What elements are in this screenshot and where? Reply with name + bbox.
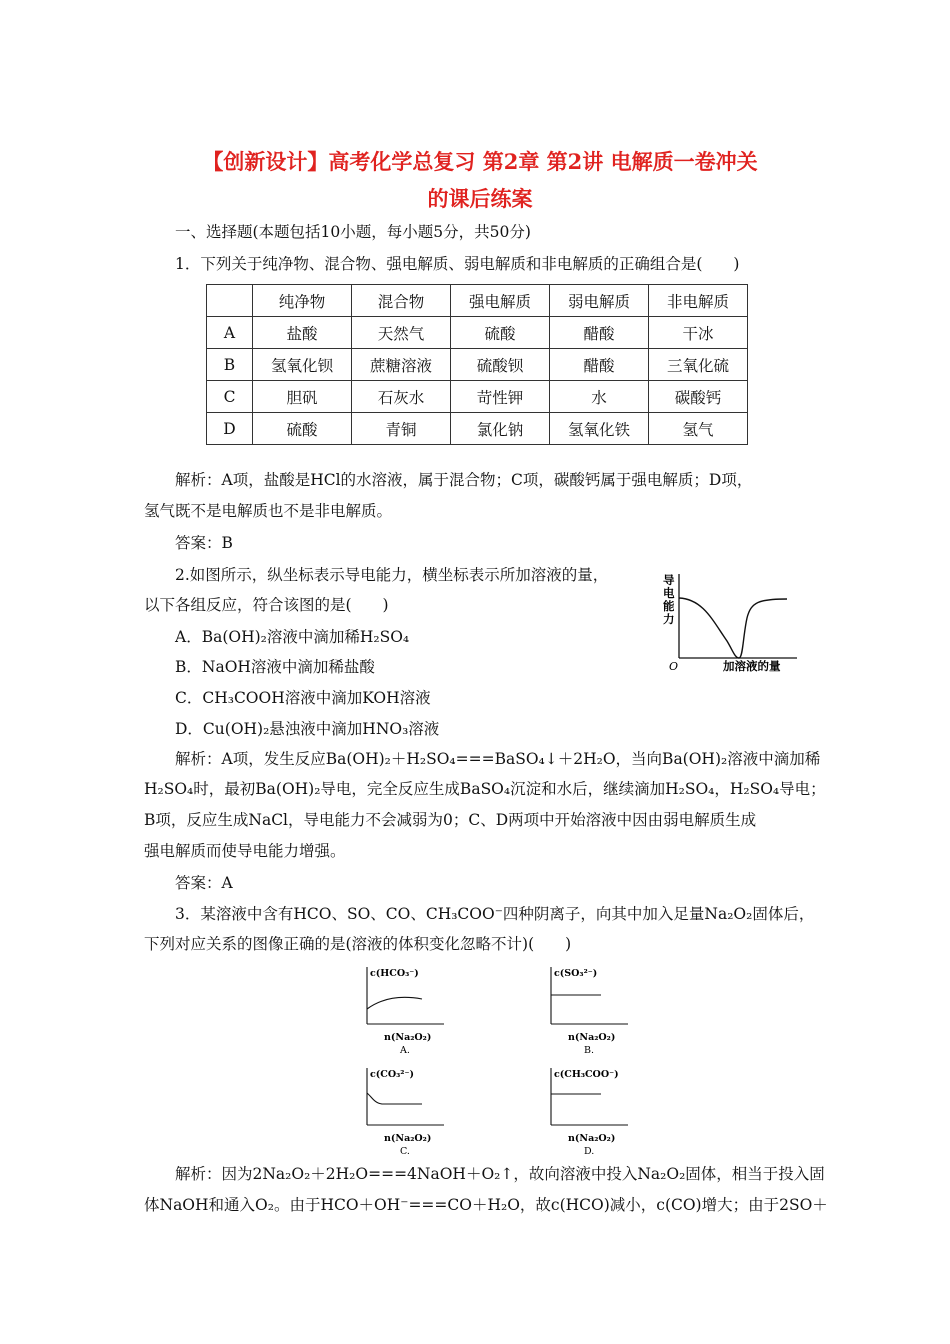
graph-a-caption: A. xyxy=(400,1045,410,1056)
section-heading: 一、选择题(本题包括10小题，每小题5分，共50分) xyxy=(175,223,531,241)
table-cell: 氢气 xyxy=(649,413,748,445)
graph-a-xlabel: n(Na₂O₂) xyxy=(384,1032,432,1043)
curve-a xyxy=(367,997,422,1009)
table-cell: 混合物 xyxy=(352,285,451,317)
table-cell: 弱电解质 xyxy=(550,285,649,317)
q1-table xyxy=(206,284,748,445)
table-cell: 石灰水 xyxy=(352,381,451,413)
table-cell: 三氧化硫 xyxy=(649,349,748,381)
table-cell: 苛性钾 xyxy=(451,381,550,413)
graph-b-xlabel: n(Na₂O₂) xyxy=(568,1032,616,1043)
q2-stem-line2: 以下各组反应，符合该图的是( ) xyxy=(144,596,389,614)
table-cell: 醋酸 xyxy=(550,349,649,381)
document-title-line2: 的课后练案 xyxy=(427,186,533,211)
q1-stem: 1．下列关于纯净物、混合物、强电解质、弱电解质和非电解质的正确组合是( ) xyxy=(175,255,740,273)
y-axis-label-1: 导 xyxy=(663,573,675,587)
table-row xyxy=(207,317,748,349)
q1-answer: 答案：B xyxy=(175,534,233,552)
q3-stem-line2: 下列对应关系的图像正确的是(溶液的体积变化忽略不计)( ) xyxy=(144,935,572,953)
graph-a-ylabel: c(HCO₃⁻) xyxy=(370,968,419,979)
table-row xyxy=(207,349,748,381)
table-cell: 氢氧化钡 xyxy=(253,349,352,381)
q3-graph-a xyxy=(352,962,462,1057)
graph-c-ylabel: c(CO₃²⁻) xyxy=(370,1069,414,1080)
q2-option-b: B．NaOH溶液中滴加稀盐酸 xyxy=(175,658,375,676)
q3-graph-c xyxy=(352,1063,462,1158)
table-cell: C xyxy=(207,381,253,413)
graph-b-caption: B. xyxy=(584,1045,595,1056)
q3-stem-line1: 3．某溶液中含有HCO、SO、CO、CH₃COO⁻四种阴离子，向其中加入足量Na₂O₂固体后， xyxy=(175,905,815,923)
graph-b-ylabel: c(SO₃²⁻) xyxy=(554,968,598,979)
table-cell: 青铜 xyxy=(352,413,451,445)
table-cell: 胆矾 xyxy=(253,381,352,413)
q2-option-c: C．CH₃COOH溶液中滴加KOH溶液 xyxy=(175,689,431,707)
q1-analysis-line1: 解析：A项，盐酸是HCl的水溶液，属于混合物；C项，碳酸钙属于强电解质；D项， xyxy=(175,471,753,489)
table-cell: 水 xyxy=(550,381,649,413)
table-cell: 氯化钠 xyxy=(451,413,550,445)
table-cell: 硫酸 xyxy=(451,317,550,349)
graph-c-xlabel: n(Na₂O₂) xyxy=(384,1133,432,1144)
table-cell: B xyxy=(207,349,253,381)
curve-c xyxy=(367,1093,422,1104)
x-axis-label: 加溶液的量 xyxy=(723,659,781,673)
q2-option-d: D．Cu(OH)₂悬浊液中滴加HNO₃溶液 xyxy=(175,720,440,738)
y-axis-label-4: 力 xyxy=(663,612,675,626)
q2-analysis-line1: 解析：A项，发生反应Ba(OH)₂＋H₂SO₄===BaSO₄↓＋2H₂O，当向Ba(OH)₂溶液中滴加稀 xyxy=(175,750,821,768)
table-cell: 纯净物 xyxy=(253,285,352,317)
table-cell: 强电解质 xyxy=(451,285,550,317)
table-row xyxy=(207,413,748,445)
table-cell: 醋酸 xyxy=(550,317,649,349)
conductivity-curve xyxy=(679,598,787,658)
table-cell: 硫酸 xyxy=(253,413,352,445)
table-cell: 盐酸 xyxy=(253,317,352,349)
graph-d-caption: D. xyxy=(584,1146,595,1157)
document-title-line1: 【创新设计】高考化学总复习 第2章 第2讲 电解质一卷冲关 xyxy=(202,149,758,174)
q2-answer: 答案：A xyxy=(175,874,233,892)
table-row xyxy=(207,381,748,413)
table-cell: 碳酸钙 xyxy=(649,381,748,413)
table-cell xyxy=(207,285,253,317)
table-cell: 氢氧化铁 xyxy=(550,413,649,445)
table-cell: 干冰 xyxy=(649,317,748,349)
q2-analysis-line2: H₂SO₄时，最初Ba(OH)₂导电，完全反应生成BaSO₄沉淀和水后，继续滴加H₂SO₄，H₂SO₄导电； xyxy=(144,780,826,798)
q2-analysis-line3: B项，反应生成NaCl，导电能力不会减弱为0；C、D两项中开始溶液中因由弱电解质生成 xyxy=(144,811,757,829)
q3-analysis-line2: 体NaOH和通入O₂。由于HCO＋OH⁻===CO＋H₂O，故c(HCO)减小，c(CO)增大；由于2SO＋ xyxy=(144,1196,828,1214)
q2-option-a: A．Ba(OH)₂溶液中滴加稀H₂SO₄ xyxy=(175,628,410,646)
q3-graph-b xyxy=(536,962,646,1057)
table-cell: 天然气 xyxy=(352,317,451,349)
table-cell: 蔗糖溶液 xyxy=(352,349,451,381)
graph-d-xlabel: n(Na₂O₂) xyxy=(568,1133,616,1144)
table-cell: 硫酸钡 xyxy=(451,349,550,381)
table-cell: 非电解质 xyxy=(649,285,748,317)
q2-stem-line1: 2.如图所示，纵坐标表示导电能力，横坐标表示所加溶液的量， xyxy=(175,566,609,584)
q3-analysis-line1: 解析：因为2Na₂O₂＋2H₂O===4NaOH＋O₂↑，故向溶液中投入Na₂O₂固体，相当于投入固 xyxy=(175,1165,825,1183)
table-cell: A xyxy=(207,317,253,349)
q2-analysis-line4: 强电解质而使导电能力增强。 xyxy=(144,842,346,860)
table-header-row xyxy=(207,285,748,317)
graph-d-ylabel: c(CH₃COO⁻) xyxy=(554,1069,619,1080)
q2-conductivity-graph xyxy=(655,566,800,676)
table-cell: D xyxy=(207,413,253,445)
y-axis-label-2: 电 xyxy=(663,586,675,600)
origin-label: O xyxy=(669,660,679,673)
q1-analysis-line2: 氢气既不是电解质也不是非电解质。 xyxy=(144,502,393,520)
y-axis-label-3: 能 xyxy=(663,599,675,613)
graph-c-caption: C. xyxy=(400,1146,410,1157)
q3-graph-d xyxy=(536,1063,646,1158)
